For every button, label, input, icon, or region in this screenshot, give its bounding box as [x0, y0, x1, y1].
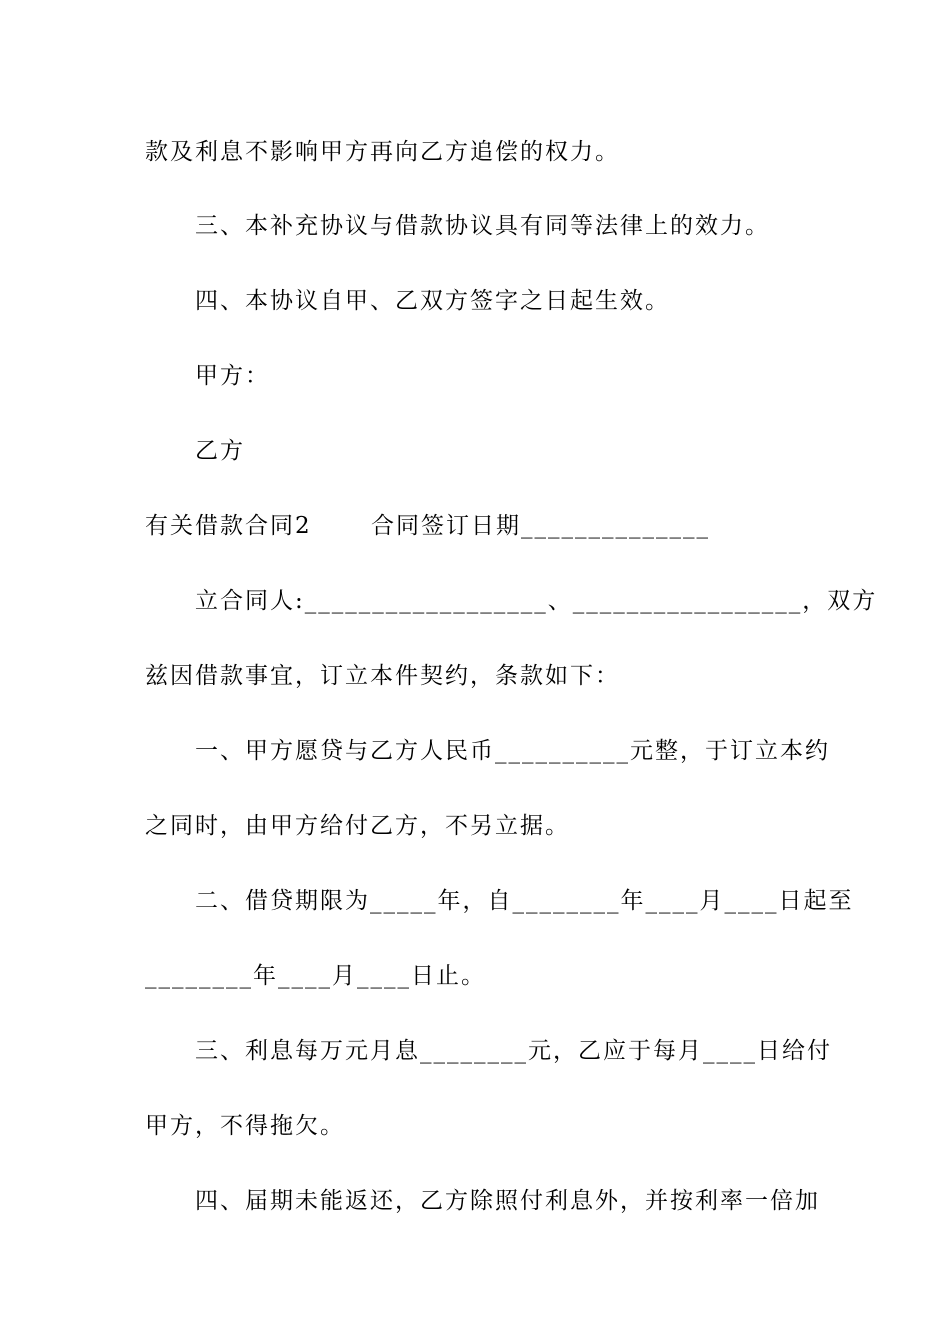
clause-4-effective: 四、本协议自甲、乙双方签字之日起生效。 [195, 288, 670, 314]
clause-1-loan-amount: 一、甲方愿贷与乙方人民币__________元整，于订立本约 [195, 738, 830, 764]
party-a-label: 甲方： [195, 363, 270, 389]
clause-3-continuation: 甲方，不得拖欠。 [145, 1113, 345, 1139]
preamble-line: 兹因借款事宜，订立本件契约，条款如下： [145, 663, 620, 689]
contract-heading: 有关借款合同2 合同签订日期______________ [145, 513, 710, 539]
clause-4-overdue: 四、届期未能返还，乙方除照付利息外，并按利率一倍加 [195, 1188, 820, 1214]
contracting-parties-line: 立合同人:__________________、_________________，双方 [195, 588, 878, 614]
clause-2-continuation: ________年____月____日止。 [145, 963, 486, 989]
clause-2-loan-term: 二、借贷期限为_____年，自________年____月____日起至 [195, 888, 854, 914]
clause-3-supplement: 三、本补充协议与借款协议具有同等法律上的效力。 [195, 213, 770, 239]
party-b-label: 乙方 [195, 438, 245, 464]
clause-3-interest: 三、利息每万元月息________元，乙应于每月____日给付 [195, 1038, 832, 1064]
clause-1-continuation: 之同时，由甲方给付乙方，不另立据。 [145, 813, 570, 839]
paragraph-line: 款及利息不影响甲方再向乙方追偿的权力。 [145, 139, 620, 165]
